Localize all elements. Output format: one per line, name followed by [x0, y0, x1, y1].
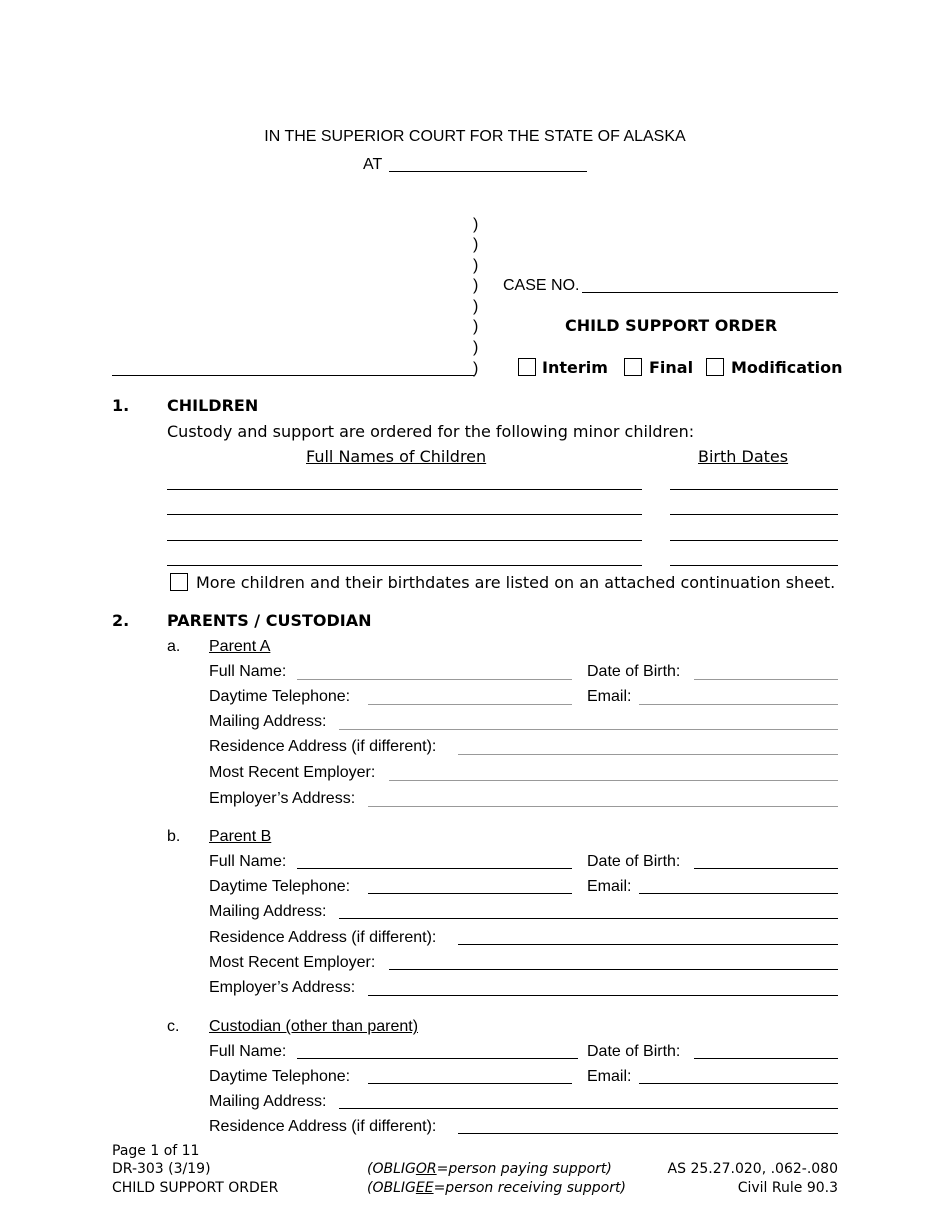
- parent-b-email-field[interactable]: [639, 893, 838, 894]
- children-birth-header: Birth Dates: [698, 447, 789, 466]
- more-children-checkbox[interactable]: [170, 573, 188, 591]
- parent-a-mailing-field[interactable]: [339, 729, 838, 730]
- interim-checkbox[interactable]: [518, 358, 536, 376]
- child-name-field[interactable]: [167, 489, 642, 490]
- parent-a-residence-field[interactable]: [458, 754, 838, 755]
- party-b-letter: b.: [167, 828, 181, 845]
- custodian-dob-field[interactable]: [694, 1058, 838, 1059]
- parent-a-dob-field[interactable]: [694, 679, 838, 680]
- party-a-heading: Parent A: [209, 638, 271, 655]
- modification-label: Modification: [731, 358, 843, 377]
- child-birthdate-field[interactable]: [670, 489, 838, 490]
- full-name-label: Full Name:: [209, 1043, 287, 1060]
- children-names-header: Full Names of Children: [306, 447, 487, 466]
- case-no-field[interactable]: [582, 292, 838, 293]
- footer-form-number: DR-303 (3/19): [112, 1161, 211, 1177]
- party-names-field[interactable]: [112, 375, 474, 376]
- caption-paren: ): [473, 298, 479, 315]
- child-name-field[interactable]: [167, 565, 642, 566]
- child-birthdate-field[interactable]: [670, 540, 838, 541]
- parent-b-dob-field[interactable]: [694, 868, 838, 869]
- caption-paren: ): [473, 360, 479, 377]
- employer-label: Most Recent Employer:: [209, 954, 376, 971]
- footer-rule: Civil Rule 90.3: [737, 1180, 838, 1196]
- dob-label: Date of Birth:: [587, 853, 681, 870]
- parent-b-phone-field[interactable]: [368, 893, 572, 894]
- full-name-label: Full Name:: [209, 853, 287, 870]
- party-c-heading: Custodian (other than parent): [209, 1018, 419, 1035]
- mailing-label: Mailing Address:: [209, 1093, 327, 1110]
- section-1-title: CHILDREN: [167, 396, 259, 415]
- caption-paren: ): [473, 216, 479, 233]
- court-title: IN THE SUPERIOR COURT FOR THE STATE OF ALASKA: [264, 128, 686, 145]
- email-label: Email:: [587, 688, 632, 705]
- parent-a-employer-field[interactable]: [389, 780, 838, 781]
- footer-statute: AS 25.27.020, .062-.080: [667, 1161, 838, 1177]
- phone-label: Daytime Telephone:: [209, 1068, 351, 1085]
- residence-label: Residence Address (if different):: [209, 929, 437, 946]
- custodian-full-name-field[interactable]: [297, 1058, 578, 1059]
- parent-b-mailing-field[interactable]: [339, 918, 838, 919]
- children-intro: Custody and support are ordered for the following minor children:: [167, 422, 695, 441]
- custodian-mailing-field[interactable]: [339, 1108, 838, 1109]
- party-a-letter: a.: [167, 638, 181, 655]
- child-name-field[interactable]: [167, 514, 642, 515]
- employer-label: Most Recent Employer:: [209, 764, 376, 781]
- interim-label: Interim: [542, 358, 608, 377]
- court-location-field[interactable]: [389, 171, 587, 172]
- mailing-label: Mailing Address:: [209, 713, 327, 730]
- caption-paren: ): [473, 277, 479, 294]
- phone-label: Daytime Telephone:: [209, 878, 351, 895]
- residence-label: Residence Address (if different):: [209, 738, 437, 755]
- email-label: Email:: [587, 878, 632, 895]
- full-name-label: Full Name:: [209, 663, 287, 680]
- dob-label: Date of Birth:: [587, 663, 681, 680]
- custodian-email-field[interactable]: [639, 1083, 838, 1084]
- footer-page-number: Page 1 of 11: [112, 1143, 200, 1159]
- parent-b-residence-field[interactable]: [458, 944, 838, 945]
- parent-b-employer-address-field[interactable]: [368, 995, 838, 996]
- parent-a-employer-address-field[interactable]: [368, 806, 838, 807]
- employer-address-label: Employer’s Address:: [209, 790, 356, 807]
- caption-paren: ): [473, 318, 479, 335]
- custodian-phone-field[interactable]: [368, 1083, 572, 1084]
- party-c-letter: c.: [167, 1018, 180, 1035]
- phone-label: Daytime Telephone:: [209, 688, 351, 705]
- employer-address-label: Employer’s Address:: [209, 979, 356, 996]
- case-no-label: CASE NO.: [503, 277, 580, 294]
- caption-paren: ): [473, 236, 479, 253]
- parent-b-full-name-field[interactable]: [297, 868, 572, 869]
- child-name-field[interactable]: [167, 540, 642, 541]
- residence-label: Residence Address (if different):: [209, 1118, 437, 1135]
- custodian-residence-field[interactable]: [458, 1133, 838, 1134]
- parent-b-employer-field[interactable]: [389, 969, 838, 970]
- form-title: CHILD SUPPORT ORDER: [565, 316, 778, 335]
- parent-a-phone-field[interactable]: [368, 704, 572, 705]
- at-label: AT: [363, 156, 383, 173]
- child-birthdate-field[interactable]: [670, 565, 838, 566]
- parent-a-email-field[interactable]: [639, 704, 838, 705]
- caption-paren: ): [473, 339, 479, 356]
- parent-a-full-name-field[interactable]: [297, 679, 572, 680]
- final-label: Final: [649, 358, 694, 377]
- modification-checkbox[interactable]: [706, 358, 724, 376]
- dob-label: Date of Birth:: [587, 1043, 681, 1060]
- more-children-label: More children and their birthdates are listed on an attached continuation sheet.: [196, 573, 836, 592]
- footer-obligor-note: (OBLIGOR=person paying support): [367, 1161, 612, 1177]
- footer-form-name: CHILD SUPPORT ORDER: [112, 1180, 279, 1196]
- footer-obligee-note: (OBLIGEE=person receiving support): [367, 1180, 626, 1196]
- party-b-heading: Parent B: [209, 828, 272, 845]
- section-2-title: PARENTS / CUSTODIAN: [167, 611, 372, 630]
- child-birthdate-field[interactable]: [670, 514, 838, 515]
- section-1-number: 1.: [112, 396, 130, 415]
- mailing-label: Mailing Address:: [209, 903, 327, 920]
- section-2-number: 2.: [112, 611, 130, 630]
- caption-paren: ): [473, 257, 479, 274]
- final-checkbox[interactable]: [624, 358, 642, 376]
- email-label: Email:: [587, 1068, 632, 1085]
